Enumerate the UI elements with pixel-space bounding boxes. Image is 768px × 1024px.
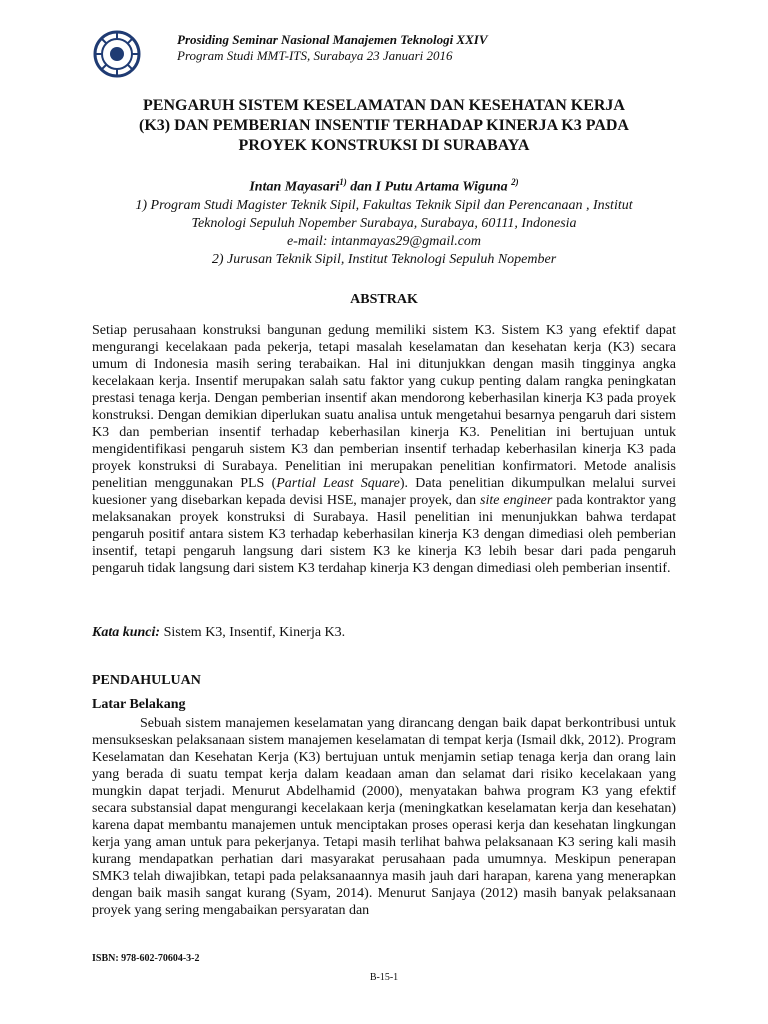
author-2: dan I Putu Artama Wiguna <box>346 179 508 195</box>
affiliation-1-line-1: 1) Program Studi Magister Teknik Sipil, Fakultas Teknik Sipil dan Perencanaan , Institut <box>135 197 633 213</box>
intro-part-2: karena yang menerapkan dengan baik masih sangat kurang (Syam, 2014). Menurut Sanjaya (2012) masih banyak pelaksanaan proyek yang sering mengabaikan persyaratan dan <box>92 869 676 918</box>
abstract-part-3: pada kontraktor yang melaksanakan proyek konstruksi di Surabaya. Hasil penelitian ini menunjukkan bahwa terdapat pengaruh positif antara sistem K3 terhadap keberhasilan kinerja K3 dengan dimediasi oleh pemberian insentif, tetapi pengaruh langsung dari sistem K3 ke kinerja K3 lebih besar dari pada pengaruh pengaruh tidak langsung dari sistem K3 terdahap kinerja K3 dengan dimediasi oleh pemberian insentif. <box>92 493 676 576</box>
abstract-part-1: Setiap perusahaan konstruksi bangunan gedung memiliki sistem K3. Sistem K3 yang efektif dapat mengurangi kecelakaan pada pekerja, tetapi masalah keselamatan dan kesehatan kerja (K3) secara umum di Indonesia masih sering terabaikan. Hal ini ditunjukkan dengan masih tingginya angka kecelakaan kerja. Insentif merupakan salah satu faktor yang cukup penting dalam rangka peningkatan prestasi tenaga kerja. Dengan pemberian insentif akan mendorong keberhasilan kinerja K3 pada proyek konstruksi. Dengan demikian diperlukan suatu analisa untuk mengetahui besarnya pengaruh dari sistem K3 dan pemberian insentif terhadap keberhasilan kinerja K3. Penelitian ini bertujuan untuk mengidentifikasi pengaruh sistem K3 dan pemberian insentif terhadap keberhasilan kinerja K3 pada proyek konstruksi di Surabaya. Penelitian ini merupakan penelitian konfirmatori. Metode analisis penelitian menggunakan PLS ( <box>92 323 676 491</box>
title-line-1: PENGARUH SISTEM KESELAMATAN DAN KESEHATAN KERJA <box>143 97 625 114</box>
abstract-text <box>92 322 676 577</box>
author-1-ref: 1) <box>339 177 347 187</box>
author-1: Intan Mayasari <box>249 179 340 195</box>
intro-heading: PENDAHULUAN <box>92 673 201 688</box>
author-names <box>92 173 676 197</box>
abstract-heading: ABSTRAK <box>350 292 418 307</box>
title-line-2: (K3) DAN PEMBERIAN INSENTIF TERHADAP KINERJA K3 PADA <box>139 117 629 134</box>
keywords-label: Kata kunci: <box>92 625 161 640</box>
author-block <box>92 173 676 269</box>
proceedings-name: Prosiding Seminar Nasional Manajemen Teknologi XXIV <box>177 32 488 47</box>
abstract-part-2: ). Data penelitian dikumpulkan melalui survei kuesioner yang disebarkan kepada devisi HSE, manajer proyek, dan <box>92 476 676 508</box>
author-2-ref: 2) <box>511 177 519 187</box>
title-line-3: PROYEK KONSTRUKSI DI SURABAYA <box>238 137 530 154</box>
isbn: ISBN: 978-602-70604-3-2 <box>92 953 200 964</box>
proceedings-header <box>177 32 488 64</box>
background-subheading: Latar Belakang <box>92 697 186 712</box>
keywords <box>92 624 676 641</box>
program-location: Program Studi MMT-ITS, Surabaya 23 Januari 2016 <box>177 48 453 63</box>
its-logo-icon <box>93 30 141 78</box>
keywords-text: Sistem K3, Insentif, Kinerja K3. <box>160 625 346 640</box>
affiliation-2: 2) Jurusan Teknik Sipil, Institut Teknologi Sepuluh Nopember <box>211 251 557 267</box>
abstract-site-term: site engineer <box>480 493 553 508</box>
affiliation-1-line-2: Teknologi Sepuluh Nopember Surabaya, Surabaya, 60111, Indonesia <box>191 215 577 231</box>
intro-part-1: Sebuah sistem manajemen keselamatan yang dirancang dengan baik dapat berkontribusi untuk mensukseskan pelaksanaan sistem manajemen keselamatan di tempat kerja (Ismail dkk, 2012). Program Keselamatan dan Kesehatan Kerja (K3) bertujuan untuk menjamin setiap tenaga kerja dan orang lain yang berada di suatu tempat kerja dalam keadaan aman dan selamat dari risiko kecelakaan yang mungkin dapat terjadi. Menurut Abdelhamid (2000), menyatakan bahwa program K3 yang efektif secara substansial dapat mengurangi kecelakaan kerja (meningkatkan keselamatan kerja dan kesehatan) karena dapat membantu manajemen untuk menciptakan proses operasi kerja dan kesehatan lingkungan kerja yang aman untuk para pekerjanya. Tetapi masih terlihat bahwa pelaksanaan K3 sering kali masih kurang mendapatkan perhatian dari masyarakat perusahaan pada umumnya. Meskipun penerapan SMK3 telah diwajibkan, tetapi pada pelaksanaannya masih jauh dari harapan <box>92 716 676 884</box>
page-number: B-15-1 <box>369 972 399 983</box>
intro-red-comma: , <box>527 869 532 884</box>
intro-paragraph <box>92 715 676 919</box>
abstract-pls-term: Partial Least Square <box>276 476 400 491</box>
paper-title <box>92 96 676 156</box>
author-email: e-mail: intanmayas29@gmail.com <box>286 233 482 249</box>
